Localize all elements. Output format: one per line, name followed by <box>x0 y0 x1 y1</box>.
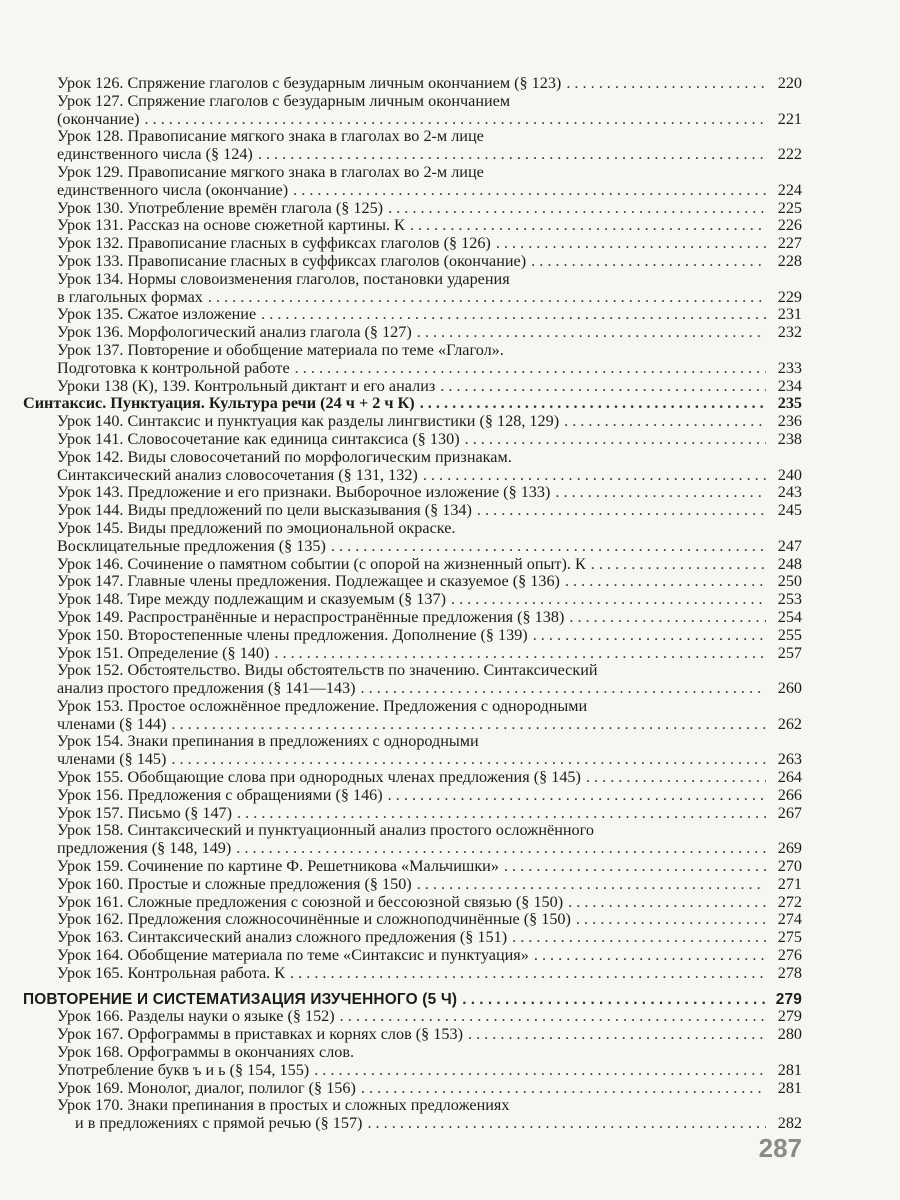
toc-entry-text: Урок 163. Синтаксический анализ сложного предложения (§ 151) <box>57 928 508 947</box>
toc-entry-text: Урок 140. Синтаксис и пунктуация как разделы лингвистики (§ 128, 129) <box>57 412 560 431</box>
toc-entry <box>57 235 802 253</box>
toc-page-number: 248 <box>777 554 802 573</box>
leader-dots <box>565 573 766 591</box>
toc-page-number: 233 <box>777 358 802 377</box>
toc-page-number: 235 <box>777 394 802 413</box>
toc-page-number: 243 <box>777 483 802 502</box>
toc-entry-text: Урок 150. Второстепенные члены предложения. Дополнение (§ 139) <box>57 625 528 644</box>
toc-page-number: 276 <box>777 946 802 965</box>
toc-section-heading <box>23 990 802 1009</box>
toc-entry <box>57 929 802 947</box>
toc-entry-text: членами (§ 144) <box>57 714 167 733</box>
toc-entry <box>57 306 802 324</box>
toc-entry <box>57 894 802 912</box>
toc-entry-text: Урок 154. Знаки препинания в предложениях с однородными <box>57 732 479 751</box>
leader-dots <box>576 911 766 929</box>
leader-dots <box>451 591 766 609</box>
toc-entry-text: Урок 128. Правописание мягкого знака в глаголах во 2-м лице <box>57 127 484 146</box>
toc-entry <box>57 1026 802 1044</box>
leader-dots <box>417 324 766 342</box>
toc-entry <box>57 200 802 218</box>
toc-entry-text: и в предложениях с прямой речью (§ 157) <box>75 1114 363 1133</box>
toc-entry-text: Урок 147. Главные члены предложения. Подлежащее и сказуемое (§ 136) <box>57 572 560 591</box>
toc-page-number: 281 <box>777 1078 802 1097</box>
leader-dots <box>465 431 766 449</box>
toc-entry-text: Урок 157. Письмо (§ 147) <box>57 803 233 822</box>
toc-entry <box>57 378 802 396</box>
leader-dots <box>591 556 766 574</box>
toc-entry <box>57 947 802 965</box>
leader-dots <box>331 538 766 556</box>
toc-page-number: 229 <box>777 287 802 306</box>
toc-entry <box>57 662 802 698</box>
toc-page-number: 271 <box>777 874 802 893</box>
leader-dots <box>512 929 766 947</box>
leader-dots <box>533 627 766 645</box>
toc-entry-text: Урок 164. Обобщение материала по теме «Синтаксис и пунктуация» <box>57 946 529 965</box>
toc-entry-text: Урок 126. Спряжение глаголов с безударным личным окончанием (§ 123) <box>57 74 562 92</box>
toc-entry <box>57 93 802 129</box>
toc-entry <box>57 627 802 645</box>
toc-entry-text: единственного числа (окончание) <box>57 180 289 199</box>
toc-entry-text: Подготовка к контрольной работе <box>57 358 290 377</box>
toc-entry-text: Урок 146. Сочинение о памятном событии (с опорой на жизненный опыт). К <box>57 554 586 573</box>
toc-entry-text: Синтаксический анализ словосочетания (§ 131, 132) <box>57 465 418 484</box>
toc-entry <box>57 805 802 823</box>
leader-dots <box>236 840 766 858</box>
leader-dots <box>388 200 766 218</box>
leader-dots <box>555 484 766 502</box>
toc-page-number: 269 <box>777 839 802 858</box>
toc-entry-text: Урок 133. Правописание гласных в суффиксах глаголов (окончание) <box>57 251 527 270</box>
leader-dots <box>208 289 766 307</box>
toc-entry-text: Урок 144. Виды предложений по цели высказывания (§ 134) <box>57 501 472 520</box>
toc-entry-text: Урок 161. Сложные предложения с союзной и бессоюзной связью (§ 150) <box>57 892 564 911</box>
toc-page-number: 281 <box>777 1060 802 1079</box>
toc-page-number: 222 <box>777 145 802 164</box>
leader-dots <box>496 235 766 253</box>
leader-dots <box>171 751 766 769</box>
toc-page-number: 245 <box>777 501 802 520</box>
toc-entry <box>57 822 802 858</box>
leader-dots <box>361 680 766 698</box>
toc-entry <box>57 324 802 342</box>
toc-entry-text: ПОВТОРЕНИЕ И СИСТЕМАТИЗАЦИЯ ИЗУЧЕННОГО (5 Ч) <box>23 990 458 1008</box>
toc-entry-text: Урок 160. Простые и сложные предложения (§ 150) <box>57 874 412 893</box>
toc-entry-text: Урок 156. Предложения с обращениями (§ 146) <box>57 785 383 804</box>
leader-dots <box>440 378 766 396</box>
toc-page-number: 227 <box>777 234 802 253</box>
toc-entry-text: Употребление букв ъ и ь (§ 154, 155) <box>57 1060 310 1079</box>
toc-entry-text: Урок 129. Правописание мягкого знака в глаголах во 2-м лице <box>57 162 484 181</box>
toc-page-number: 257 <box>777 643 802 662</box>
toc-page-number: 226 <box>777 216 802 235</box>
toc-entry-text: Уроки 138 (К), 139. Контрольный диктант и его анализ <box>57 376 436 395</box>
leader-dots <box>388 787 766 805</box>
toc-entry <box>57 128 802 164</box>
toc-entry <box>57 787 802 805</box>
toc-entry-text: Урок 158. Синтаксический и пунктуационный анализ простого осложнённого <box>57 821 594 840</box>
toc-entry <box>57 1080 802 1098</box>
toc-entry <box>57 591 802 609</box>
toc-page-number: 262 <box>777 714 802 733</box>
leader-dots <box>261 306 766 324</box>
leader-dots <box>423 467 766 485</box>
toc-entry-text: членами (§ 145) <box>57 750 167 769</box>
toc-entry-text: Урок 168. Орфограммы в окончаниях слов. <box>57 1043 355 1062</box>
leader-dots <box>534 947 766 965</box>
toc-entry-text: Восклицательные предложения (§ 135) <box>57 536 326 555</box>
toc-entry-text: Урок 159. Сочинение по картине Ф. Решетникова «Мальчишки» <box>57 857 499 876</box>
toc-entry <box>57 520 802 556</box>
toc-entry-text: Урок 169. Монолог, диалог, полилог (§ 156) <box>57 1078 356 1097</box>
toc-page-number: 250 <box>777 572 802 591</box>
toc-entry-text: Урок 148. Тире между подлежащим и сказуемым (§ 137) <box>57 590 446 609</box>
toc-entry-text: Урок 170. Знаки препинания в простых и сложных предложениях <box>57 1096 510 1115</box>
toc-entry <box>57 911 802 929</box>
leader-dots <box>314 1062 766 1080</box>
toc-entry <box>57 164 802 200</box>
toc-page-number: 221 <box>777 109 802 128</box>
leader-dots <box>564 413 766 431</box>
leader-dots <box>290 965 766 983</box>
toc-page-number: 267 <box>777 803 802 822</box>
toc-page-number: 231 <box>777 305 802 324</box>
toc-entry-text: анализ простого предложения (§ 141—143) <box>57 679 356 698</box>
toc-page-number: 272 <box>777 892 802 911</box>
toc-entry <box>57 253 802 271</box>
toc-entry-text: Урок 135. Сжатое изложение <box>57 305 257 324</box>
toc-page-number: 280 <box>777 1025 802 1044</box>
toc-page-number: 247 <box>777 536 802 555</box>
toc-entry <box>57 609 802 627</box>
leader-dots <box>340 1008 766 1026</box>
toc-entry <box>57 556 802 574</box>
toc-entry-text: Урок 151. Определение (§ 140) <box>57 643 270 662</box>
toc-entry <box>57 858 802 876</box>
leader-dots <box>568 894 766 912</box>
leader-dots <box>293 182 766 200</box>
toc-heading <box>23 394 802 413</box>
toc-entry <box>57 217 802 235</box>
leader-dots <box>566 75 766 93</box>
toc-page-number: 232 <box>777 323 802 342</box>
page-number: 287 <box>758 1133 802 1163</box>
toc-entry <box>57 75 802 93</box>
toc-entry-text: Урок 145. Виды предложений по эмоциональной окраске. <box>57 518 456 537</box>
toc-entry <box>57 413 802 431</box>
toc-entry-text: Урок 141. Словосочетание как единица синтаксиса (§ 130) <box>57 429 460 448</box>
toc-entry <box>57 1097 802 1133</box>
toc-entry-text: предложения (§ 148, 149) <box>57 839 232 858</box>
toc-entry <box>57 502 802 520</box>
leader-dots <box>569 609 766 627</box>
toc-entry-text: Урок 132. Правописание гласных в суффиксах глаголов (§ 126) <box>57 234 491 253</box>
toc-entry <box>57 342 802 378</box>
toc-page-number: 279 <box>775 990 802 1008</box>
table-of-contents <box>23 74 802 1133</box>
leader-dots <box>586 769 766 787</box>
leader-dots <box>258 146 766 164</box>
toc-entry-text: Синтаксис. Пунктуация. Культура речи (24 ч + 2 ч К) <box>23 394 415 413</box>
toc-page-number: 264 <box>777 768 802 787</box>
leader-dots <box>237 805 766 823</box>
toc-page-number: 253 <box>777 590 802 609</box>
toc-page-number: 238 <box>777 429 802 448</box>
leader-dots <box>410 217 766 235</box>
leader-dots <box>295 360 766 378</box>
toc-entry <box>57 431 802 449</box>
toc-page-number: 236 <box>777 412 802 431</box>
toc-entry-text: Урок 127. Спряжение глаголов с безударным личным окончанием <box>57 91 511 110</box>
toc-page-number: 275 <box>777 928 802 947</box>
leader-dots <box>274 645 766 663</box>
leader-dots <box>477 502 766 520</box>
toc-entry-text: Урок 136. Морфологический анализ глагола (§ 127) <box>57 323 412 342</box>
toc-entry-text: Урок 143. Предложение и его признаки. Выборочное изложение (§ 133) <box>57 483 551 502</box>
toc-entry-text: Урок 142. Виды словосочетаний по морфологическим признакам. <box>57 447 512 466</box>
toc-entry-text: Урок 134. Нормы словоизменения глаголов, постановки ударения <box>57 269 510 288</box>
toc-page-number: 278 <box>777 963 802 982</box>
leader-dots <box>462 991 766 1009</box>
toc-entry-text: единственного числа (§ 124) <box>57 145 253 164</box>
toc-entry-text: Урок 155. Обобщающие слова при однородных членах предложения (§ 145) <box>57 768 581 787</box>
toc-page-number: 263 <box>777 750 802 769</box>
toc-entry-text: Урок 149. Распространённые и нераспространённые предложения (§ 138) <box>57 607 565 626</box>
toc-page-number: 274 <box>777 910 802 929</box>
toc-entry <box>57 1044 802 1080</box>
leader-dots <box>145 111 766 129</box>
leader-dots <box>171 716 766 734</box>
toc-entry-text: Урок 153. Простое осложнённое предложение. Предложения с однородными <box>57 696 588 715</box>
toc-entry-text: Урок 131. Рассказ на основе сюжетной картины. К <box>57 216 405 235</box>
leader-dots <box>361 1080 766 1098</box>
toc-page-number: 266 <box>777 785 802 804</box>
toc-page-number: 282 <box>777 1114 802 1133</box>
toc-entry-text: (окончание) <box>57 109 140 128</box>
toc-entry-text: Урок 130. Употребление времён глагола (§ 125) <box>57 198 384 217</box>
toc-entry <box>57 271 802 307</box>
toc-entry <box>57 769 802 787</box>
toc-page-number: 279 <box>777 1007 802 1026</box>
toc-page-number: 255 <box>777 625 802 644</box>
leader-dots <box>417 876 766 894</box>
toc-page-number: 220 <box>777 74 802 92</box>
leader-dots <box>367 1115 766 1133</box>
leader-dots <box>420 395 766 413</box>
toc-entry <box>57 1008 802 1026</box>
toc-entry <box>57 484 802 502</box>
leader-dots <box>468 1026 766 1044</box>
leader-dots <box>531 253 766 271</box>
toc-entry <box>57 573 802 591</box>
toc-entry <box>57 965 802 983</box>
toc-page-number: 228 <box>777 251 802 270</box>
toc-entry-text: Урок 167. Орфограммы в приставках и корнях слов (§ 153) <box>57 1025 463 1044</box>
toc-entry-text: Урок 152. Обстоятельство. Виды обстоятельств по значению. Синтаксический <box>57 661 598 680</box>
toc-entry-text: в глагольных формах <box>57 287 203 306</box>
toc-entry <box>57 449 802 485</box>
toc-entry-text: Урок 166. Разделы науки о языке (§ 152) <box>57 1007 335 1026</box>
toc-entry-text: Урок 137. Повторение и обобщение материала по теме «Глагол». <box>57 340 504 359</box>
toc-entry-text: Урок 165. Контрольная работа. К <box>57 963 286 982</box>
toc-page-number: 225 <box>777 198 802 217</box>
toc-entry-text: Урок 162. Предложения сложносочинённые и сложноподчинённые (§ 150) <box>57 910 571 929</box>
toc-page-number: 254 <box>777 607 802 626</box>
toc-entry <box>57 645 802 663</box>
toc-entry <box>57 733 802 769</box>
toc-page-number: 260 <box>777 679 802 698</box>
toc-entry <box>57 876 802 894</box>
toc-page-number: 224 <box>777 180 802 199</box>
toc-page-number: 270 <box>777 857 802 876</box>
toc-entry <box>57 698 802 734</box>
leader-dots <box>504 858 766 876</box>
toc-page-number: 234 <box>777 376 802 395</box>
toc-page-number: 240 <box>777 465 802 484</box>
